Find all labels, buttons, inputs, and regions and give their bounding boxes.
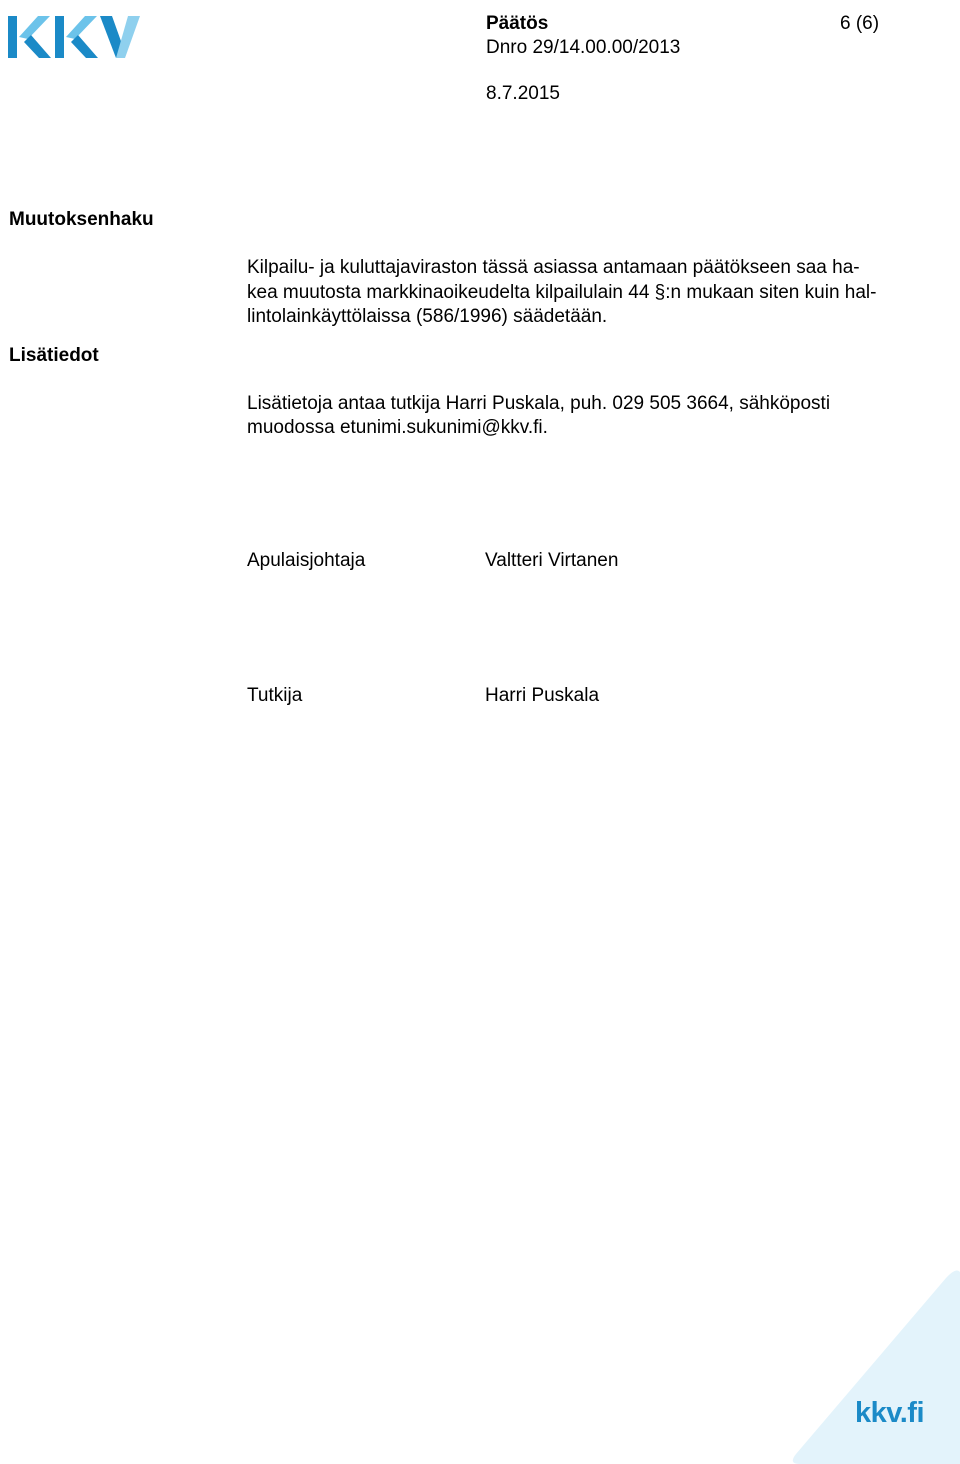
logo-k2-upper (66, 16, 97, 39)
corner-shape (793, 1270, 960, 1464)
logo-v-right (116, 16, 140, 58)
signer-1-title: Apulaisjohtaja (247, 550, 366, 571)
signer-2-name: Harri Puskala (485, 685, 600, 706)
appeal-heading: Muutoksenhaku (9, 209, 154, 230)
logo-k1-stem (8, 16, 17, 58)
info-text-line-1: Lisätietoja antaa tutkija Harri Puskala, puh. 029 505 3664, sähköposti (247, 393, 831, 414)
signer-1-name: Valtteri Virtanen (485, 550, 619, 571)
signer-2-title: Tutkija (247, 685, 303, 706)
document-date: 8.7.2015 (486, 83, 560, 104)
info-heading: Lisätiedot (9, 345, 99, 366)
logo-k1-upper (19, 16, 50, 39)
logo-k2-stem (55, 16, 64, 58)
appeal-text-line-3: lintolainkäyttölaissa (586/1996) säädetään. (247, 306, 608, 327)
logo-k1-lower (24, 35, 51, 58)
corner-decoration (760, 1240, 960, 1464)
appeal-text-line-2: kea muutosta markkinaoikeudelta kilpailulain 44 §:n mukaan siten kuin hal- (247, 282, 877, 303)
record-number: Dnro 29/14.00.00/2013 (486, 37, 681, 58)
footer-brand: kkv.fi (855, 1397, 925, 1429)
appeal-text-line-1: Kilpailu- ja kuluttajaviraston tässä asiassa antamaan päätökseen saa ha- (247, 257, 860, 278)
page-number: 6 (6) (840, 13, 880, 34)
logo-k2-lower (71, 35, 98, 58)
kkv-logo (6, 12, 140, 62)
document-type: Päätös (486, 13, 549, 34)
info-text-line-2: muodossa etunimi.sukunimi@kkv.fi. (247, 417, 548, 438)
